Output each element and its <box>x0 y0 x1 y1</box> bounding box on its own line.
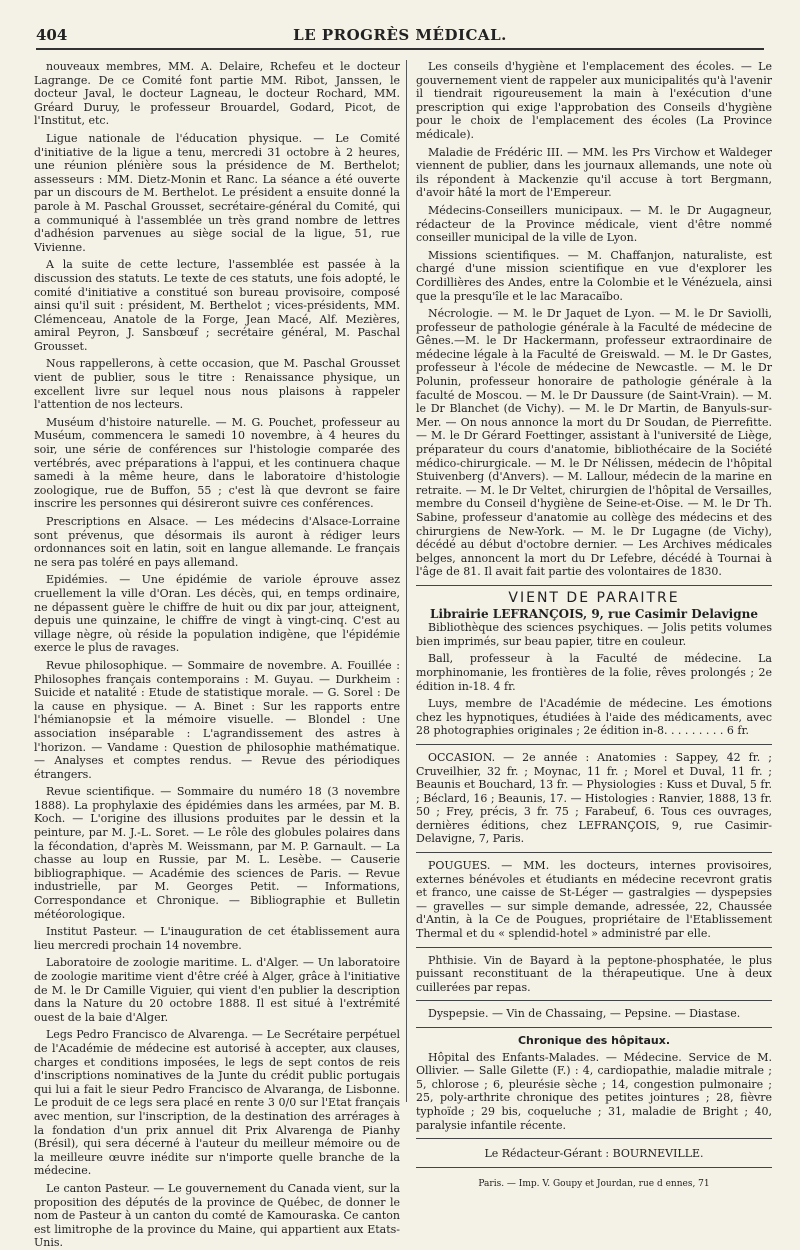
article-paragraph: Le canton Pasteur. — Le gouvernement du Canada vient, sur la proposition des députés de la province de Québec, de donner le nom de Pasteur à un canton du comté de Kamouraska. Ce canton est limitrophe de la province du Maine, qui appartient aux Etats-Unis. <box>34 1181 400 1250</box>
article-paragraph: Revue scientifique. — Sommaire du numéro 18 (3 novembre 1888). La prophylaxie des épidémies dans les armées, par M. B. Koch. — L'origine des illusions produites par le dessin et la peinture, par M. J.-L. Soret. — Le rôle des globules polaires dans la fécondation, d'après M. Weissmann, par M. P. Garnault. — La chasse au loup en Russie, par M. L. Lesèbe. — Causerie bibliographique. — Académie des sciences de Paris. — Revue industrielle, par M. Georges Petit. — Informations, Correspondance et Chronique. — Bibliographie et Bulletin météorologique. <box>34 785 400 921</box>
article-paragraph: Laboratoire de zoologie maritime. L. d'Alger. — Un laboratoire de zoologie maritime vient d'être créé à Alger, grâce à l'initiative de M. le Dr Camille Viguier, qui vient d'en publier la description dans la Nature du 20 octobre 1888. Il est situé à l'extrémité ouest de la baie d'Alger. <box>34 956 400 1024</box>
section-rule <box>416 1138 772 1139</box>
page-number: 404 <box>36 26 68 44</box>
left-column <box>34 60 400 1250</box>
article-paragraph: Ligue nationale de l'éducation physique. — Le Comité d'initiative de la ligue a tenu, mercredi 31 octobre à 2 heures, une réunion plénière sous la présidence de M. Berthelot; assesseurs : MM. Dietz-Monin et Ranc. La séance a été ouverte par un discours de M. Berthelot. Le président a ensuite donné la parole à M. Paschal Grousset, secrétaire-général du Comité, qui a communiqué à l'assemblée un très grand nombre de lettres d'adhésion parvenues au siège social de la ligue, 51, rue Vivienne. <box>34 131 400 254</box>
column-divider <box>406 60 407 1102</box>
printer-imprint: Paris. — Imp. V. Goupy et Jourdan, rue d ennes, 71 <box>478 1178 710 1189</box>
page-header <box>36 22 764 50</box>
book-listing: Ball, professeur à la Faculté de médecine. La morphinomanie, les frontières de la folie, rêves prolongés ; 2e édition in-18. 4 fr. <box>416 652 772 693</box>
pougues-ad: POUGUES. — MM. les docteurs, internes provisoires, externes bénévoles et étudiants en médecine recevront gratis et franco, une caisse de St-Léger — gastralgies — dyspepsies — gravelles — sur simple demande, adressée, 22, Chaussée d'Antin, à la Ce de Pougues, propriétaire de l'Etablissement Thermal et du « splendid-hotel » administré par elle. <box>416 859 772 941</box>
section-rule <box>416 1027 772 1028</box>
section-rule <box>416 1000 772 1001</box>
dyspepsie-ad: Dyspepsie. — Vin de Chassaing, — Pepsine. — Diastase. <box>428 1007 741 1021</box>
article-paragraph: Médecins-Conseillers municipaux. — M. le Dr Augagneur, rédacteur de la Province médicale, vient d'être nommé conseiller municipal de la ville de Lyon. <box>416 203 772 245</box>
section-rule <box>416 585 772 586</box>
article-paragraph: Nous rappellerons, à cette occasion, que M. Paschal Grousset vient de publier, sous le titre : Renaissance physique, un excellent livre sur lequel nous nous plaisons à rappeler l'attention de nos lecteurs. <box>34 357 400 412</box>
article-paragraph: Revue philosophique. — Sommaire de novembre. A. Fouillée : Philosophes français contemporains : M. Guyau. — Durkheim : Suicide et natalité : Etude de statistique morale. — G. Sorel : De la cause en physique. — A. Binet : Sur les rapports entre l'hémianopsie et la mémoire visuelle. — Blondel : Une association inséparable : L'agrandissement des astres à l'horizon. — Vandame : Question de philosophie mathématique. — Analyses et comptes rendus. — Revue des périodiques étrangers. <box>34 658 400 781</box>
article-paragraph: A la suite de cette lecture, l'assemblée est passée à la discussion des statuts. Le texte de ces statuts, une fois adopté, le comité d'initiative a constitué son bureau provisoire, composé ainsi qu'il suit : président, M. Berthelot ; vices-présidents, MM. Clémenceau, Anatole de la Forge, Jean Macé, Alf. Mezières, amiral Peyron, J. Sansbœuf ; secrétaire général, M. Paschal Grousset. <box>34 258 400 353</box>
signature: Le Rédacteur-Gérant : BOURNEVILLE. <box>484 1147 704 1161</box>
article-paragraph: Maladie de Frédéric III. — MM. les Prs Virchow et Waldeger viennent de publier, dans les journaux allemands, une note où ils répondent à Mackenzie qu'il accuse à tort Bergmann, d'avoir hâté la mort de l'Empereur. <box>416 145 772 200</box>
article-paragraph: Missions scientifiques. — M. Chaffanjon, naturaliste, est chargé d'une mission scientifique en vue d'explorer les Cordillières des Andes, entre la Colombie et le Vénézuela, ainsi que la presqu'île et le lac Maracaïbo. <box>416 248 772 303</box>
article-paragraph: Nécrologie. — M. le Dr Jaquet de Lyon. — M. le Dr Saviolli, professeur de pathologie générale à la Faculté de médecine de Gênes.—M. le Dr Hackermann, professeur extraordinaire de médecine légale à la Faculté de Greiswald. — M. le Dr Gastes, professeur à l'école de médecine de Newcastle. — M. le Dr Polunin, professeur honoraire de pathologie générale à la faculté de Moscou. — M. le Dr Daussure (de Saint-Vrain). — M. le Dr Blanchet (de Vichy). — M. le Dr Martin, de Banyuls-sur-Mer. — On nous annonce la mort du Dr Soudan, de Pierrefitte. — M. le Dr Gérard Foettinger, assistant à l'université de Liège, préparateur du cours d'anatomie, bibliothécaire de la Société médico-chirurgicale. — M. le Dr Nélissen, médecin de l'hôpital Stuivenberg (d'Anvers). — M. Lallour, médecin de la marine en retraite. — M. le Dr Veltet, chirurgien de l'hôpital de Versailles, membre du Conseil d'hygiène de Seine-et-Oise. — M. le Dr Th. Sabine, professeur d'anatomie au collège des médecins et des chirurgiens de New-York. — M. le Dr Lugagne (de Vichy), décédé au début d'octobre dernier. — Les Archives médicales belges, annoncent la mort du Dr Lefebre, décédé à Tournai à l'âge de 81. Il avait fait partie des volontaires de 1830. <box>416 307 772 579</box>
article-paragraph: Epidémies. — Une épidémie de variole éprouve assez cruellement la ville d'Oran. Les décès, qui, en temps ordinaire, ne dépassent guère le chiffre de huit ou dix par jour, atteignent, depuis une quinzaine, le chiffre de vingt à vingt-cinq. C'est au village nègre, où réside la population indigène, que l'épidémie exerce le plus de ravages. <box>34 573 400 655</box>
chronique-heading: Chronique des hôpitaux. <box>517 1034 670 1047</box>
article-paragraph: Legs Pedro Francisco de Alvarenga. — Le Secrétaire perpétuel de l'Académie de médecine est autorisé à accepter, aux clauses, charges et conditions imposées, le legs de sept contos de reis d'inscriptions nominatives de la Junte du crédit public portugais qui lui a fait le sieur Pedro Francisco de Alvaranga, de Lisbonne. Le produit de ce legs sera placé en rente 3 0/0 sur l'Etat français avec mention, sur l'inscription, de la destination des arrérages à la fondation d'un prix annuel dit Prix Alvarenga de Pianhy (Brésil), qui sera décerné à l'auteur du meilleur mémoire ou de la meilleure œuvre inédite sur n'importe quelle branche de la médecine. <box>34 1028 400 1178</box>
article-paragraph: nouveaux membres, MM. A. Delaire, Rchefeu et le docteur Lagrange. De ce Comité font partie MM. Ribot, Janssen, le docteur Javal, le docteur Lagneau, le docteur Rochard, MM. Gréard Duruy, le professeur Brouardel, Godard, Picot, de l'Institut, etc. <box>34 60 400 128</box>
article-paragraph: Institut Pasteur. — L'inauguration de cet établissement aura lieu mercredi prochain 14 novembre. <box>34 925 400 952</box>
section-rule <box>416 852 772 853</box>
phthisie-ad: Phthisie. Vin de Bayard à la peptone-phosphatée, le plus puissant reconstituant de la thérapeutique. Une à deux cuillerées par repas. <box>416 953 772 994</box>
right-column <box>416 60 773 1189</box>
section-rule <box>416 744 772 745</box>
book-listing: Luys, membre de l'Académie de médecine. Les émotions chez les hypnotiques, étudiées à l'aide des médicaments, avec 28 photographies originales ; 2e édition in-8. . . . . . . . . 6 fr. <box>416 697 772 738</box>
article-paragraph: Muséum d'histoire naturelle. — M. G. Pouchet, professeur au Muséum, commencera le samedi 10 novembre, à 4 heures du soir, une série de conférences sur l'histologie comparée des vertébrés, avec préparations à l'appui, et les continuera chaque samedi à la même heure, dans le laboratoire d'histologie zoologique, rue de Buffon, 55 ; c'est là que devront se faire inscrire les personnes qui désireront suivre ces conférences. <box>34 415 400 511</box>
book-listing: Bibliothèque des sciences psychiques. — Jolis petits volumes bien imprimés, sur beau papier, titre en couleur. <box>416 621 772 648</box>
librairie-heading: Librairie LEFRANÇOIS, 9, rue Casimir Delavigne <box>430 606 758 621</box>
occasion-ad: OCCASION. — 2e année : Anatomies : Sappey, 42 fr. ; Cruveilhier, 32 fr. ; Moynac, 11 fr. ; Morel et Duval, 11 fr. ; Beaunis et Bouchard, 13 fr. — Physiologies : Kuss et Duval, 5 fr. ; Béclard, 16 ; Beaunis, 17. — Histologies : Ranvier, 1888, 13 fr. 50 ; Frey, précis, 3 fr. 75 ; Farabeuf, 6. Tous ces ouvrages, dernières éditions, chez LEFRANÇOIS, 9, rue Casimir-Delavigne, 7, Paris. <box>416 750 773 846</box>
article-paragraph: Prescriptions en Alsace. — Les médecins d'Alsace-Lorraine sont prévenus, que désormais ils auront à rédiger leurs ordonnances soit en latin, soit en langue allemande. Le français ne sera pas toléré en pays allemand. <box>34 515 400 569</box>
section-rule <box>416 1167 772 1168</box>
vient-de-paraitre-heading: VIENT DE PARAITRE <box>508 589 680 606</box>
chronique-paragraph: Hôpital des Enfants-Malades. — Médecine. Service de M. Ollivier. — Salle Gilette (F.) : 4, cardiopathie, maladie mitrale ; 5, chlorose ; 6, pleurésie sèche ; 14, congestion pulmonaire ; 25, poly-arthrite chronique des petites jointures ; 28, fièvre typhoïde ; 29 bis, coqueluche ; 31, maladie de Bright ; 40, paralysie infantile récente. <box>416 1050 772 1132</box>
journal-title: LE PROGRÈS MÉDICAL. <box>293 26 507 44</box>
article-paragraph: Les conseils d'hygiène et l'emplacement des écoles. — Le gouvernement vient de rappeler aux municipalités qu'à l'avenir il tiendrait rigoureusement la main à l'exécution d'une prescription qui exige l'approbation des Conseils d'hygiène pour le choix de l'emplacement des écoles (La Province médicale). <box>416 60 772 141</box>
section-rule <box>416 947 772 948</box>
